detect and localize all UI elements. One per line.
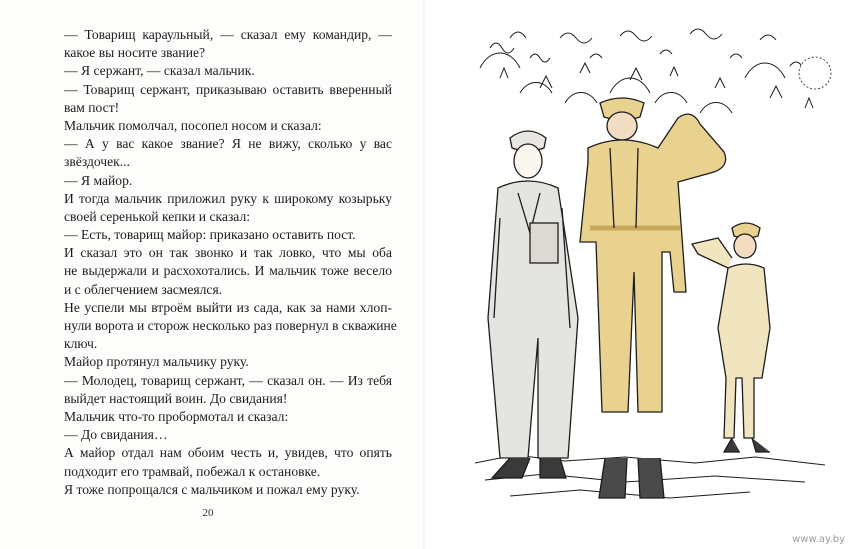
text-line: звёздочек...: [64, 154, 130, 170]
text-line: Майор протянул мальчику руку.: [64, 354, 249, 370]
text-line: — Я сержант, — сказал мальчик.: [64, 63, 255, 79]
text-line: Не успели мы втроём выйти из сада, как за нами хлоп-: [64, 299, 392, 315]
text-line: нули ворота и сторож несколько раз повернул в скважине: [64, 318, 397, 333]
boy-saluting: [692, 223, 770, 452]
text-line: не выдержали и расхохотались. И мальчик тоже весело: [64, 263, 392, 279]
text-line: Я тоже попрощался с мальчиком и пожал ему руку.: [64, 481, 360, 497]
text-line: Мальчик помолчал, посопел носом и сказал:: [64, 117, 322, 133]
text-line: своей серенькой кепки и сказал:: [64, 208, 251, 224]
illustration-major-saluting-boy: [470, 18, 845, 518]
text-line: И сказал это он так звонко и так ловко, что мы оба: [64, 245, 392, 261]
text-line: — Товарищ сержант, приказываю оставить вверенный: [64, 81, 392, 97]
tree-foliage: [480, 29, 813, 113]
text-line: — Я майор.: [64, 172, 133, 188]
watermark: www.ay.by: [792, 534, 845, 545]
text-line: подходит его трамвай, побежал к остановке.: [64, 463, 321, 479]
text-line: — Товарищ караульный, — сказал ему командир, —: [64, 27, 392, 42]
text-line: выйдет настоящий воин. До свидания!: [64, 390, 288, 406]
text-line: А майор отдал нам обоим честь и, увидев, что опять: [64, 445, 392, 461]
text-line: ключ.: [64, 336, 98, 352]
text-line: — Молодец, товарищ сержант, — сказал он. — Из тебя: [64, 372, 392, 388]
major-saluting: [580, 98, 726, 498]
text-line: И тогда мальчик приложил руку к широкому козырьку: [64, 190, 392, 206]
text-line: вам пост!: [64, 99, 120, 115]
man-in-coat: [488, 131, 578, 478]
text-line: — А у вас какое звание? Я не вижу, сколько у вас: [64, 136, 392, 152]
text-line: — До свидания…: [64, 427, 168, 443]
story-text: [64, 26, 397, 499]
text-line: и с облегчением засмеялся.: [64, 281, 223, 297]
text-line: какое вы носите звание?: [64, 45, 206, 61]
left-page: [0, 0, 425, 549]
sun-glare: [799, 57, 831, 89]
text-line: Мальчик что-то пробормотал и сказал:: [64, 408, 289, 424]
page-number: 20: [202, 507, 214, 519]
text-line: — Есть, товарищ майор: приказано оставить пост.: [64, 227, 356, 243]
